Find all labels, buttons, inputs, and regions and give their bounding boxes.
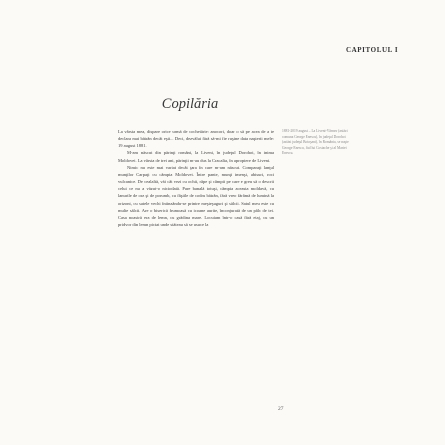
chapter-title: Copilăria [161,96,219,112]
paragraph: M-am născut din părinţi români, la Liveni, în judeţul Dorohoi, în inima Moldovei. La vârsta de trei ani, părinţii m-au dus la Cracalia, în apropiere de Liveni. [118,150,274,163]
margin-note: 1881-2019 august – La Liveni-Vârnav (astăzi comuna George Enescu), în judeţul Dorohoi (astăzi judeţul Botoşani), în România, se naşte George Enescu, fiul lui Costache şi al Mariei Enescu. [282,129,349,156]
paragraph: Nimic nu este mai variat decât ţara în care m-am născut. Comparaţi lanţul munţilor Carpaţi cu câmpia Moldovei. Între pante, munţi imenşi, abisuri, roci vulcanice. De cealaltă, văi cât vezi cu ochii, râpe şi câmpii pe care e greu să o descrii celui ce nu a văzut-o niciodată. Pare banală totuşi, câmpia aceasta moldavă, cu lanurile de orz şi de porumb, cu fâşiile de codru bătrân, fără vreo fărâmă de lumină la orizont, cu satele vechi întinzându-se printre meşteşuguri şi sălcii. Satul meu este cu multe sălcii. Are o biserică frumoasă cu icoane aurite, înconjurată de un pâlc de tei. Casa noastră era de lemn, cu grădina mare. Locuiam într-o casă fără etaj, cu un pridvor din lemn pictat unde stăteau să se usuce la [118,164,274,228]
page-number: 27 [278,406,284,412]
paragraph: La vârsta mea, dispare orice urmă de cochetărie: anocori, doar o să pe acea de a te declara mai bătrân decât eşti... Deci, dezvălui fără să-mi fie ruşine data naşterii mele: 19 august 1881. [118,129,274,149]
chapter-label: CAPITOLUL I [346,46,399,54]
main-text [118,128,274,228]
